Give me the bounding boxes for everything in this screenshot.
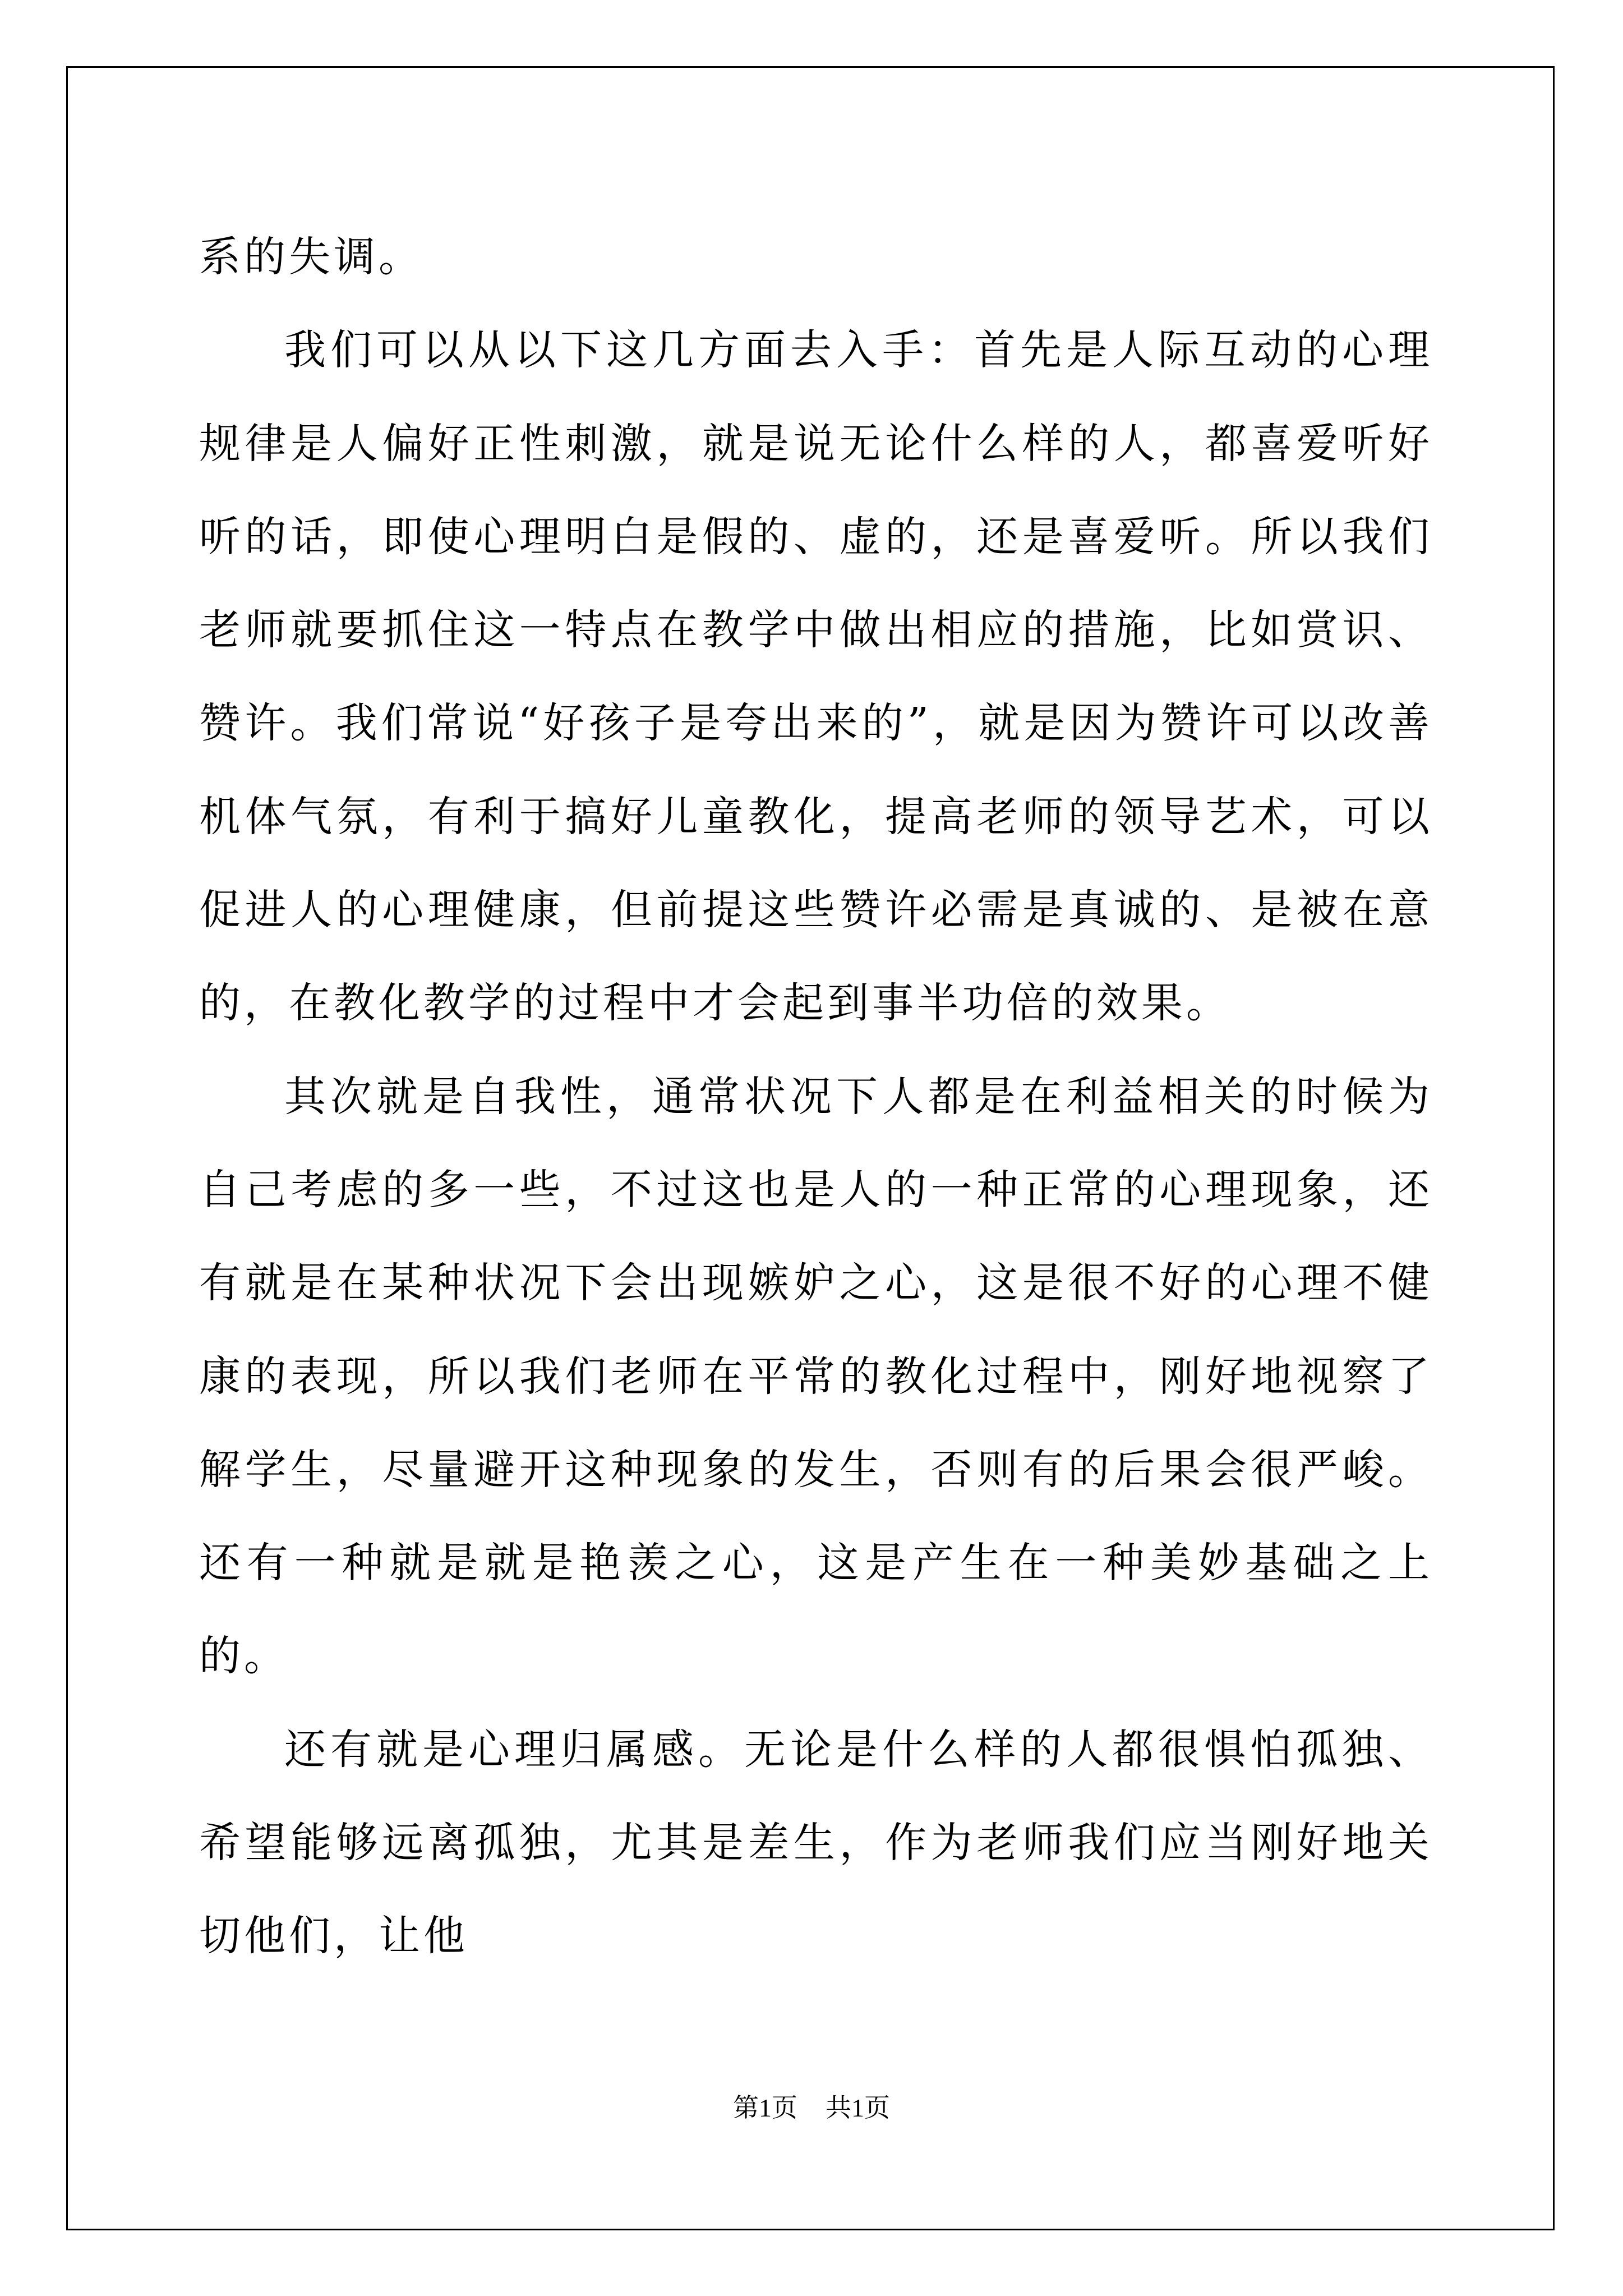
page-total: 共1页 bbox=[826, 2093, 890, 2122]
paragraph-1: 系的失调。 bbox=[199, 233, 423, 281]
paragraph-4: 还有就是心理归属感。无论是什么样的人都很惧怕孤独、希望能够远离孤独，尤其是差生，作为老师我们应当刚好地关切他们，让他 bbox=[199, 1725, 1433, 1961]
page-number: 第1页 bbox=[733, 2093, 797, 2122]
paragraph-3: 其次就是自我性，通常状况下人都是在利益相关的时候为自己考虑的多一些，不过这也是人的一种正常的心理现象，还有就是在某种状况下会出现嫉妒之心，这是很不好的心理不健康的表现，所以我们老师在平常的教化过程中，刚好地视察了解学生，尽量避开这种现象的发生，否则有的后果会很严峻。还有一种就是就是艳羡之心，这是产生在一种美妙基础之上的。 bbox=[199, 1072, 1433, 1681]
page-footer bbox=[0, 2091, 1623, 2125]
document-body bbox=[199, 210, 1433, 1983]
paragraph-2: 我们可以从以下这几方面去入手：首先是人际互动的心理规律是人偏好正性刺激，就是说无论什么样的人，都喜爱听好听的话，即使心理明白是假的、虚的，还是喜爱听。所以我们老师就要抓住这一特点在教学中做出相应的措施，比如赏识、赞许。我们常说“好孩子是夸出来的”，就是因为赞许可以改善机体气氛，有利于搞好儿童教化，提高老师的领导艺术，可以促进人的心理健康，但前提这些赞许必需是真诚的、是被在意的，在教化教学的过程中才会起到事半功倍的效果。 bbox=[199, 326, 1433, 1028]
